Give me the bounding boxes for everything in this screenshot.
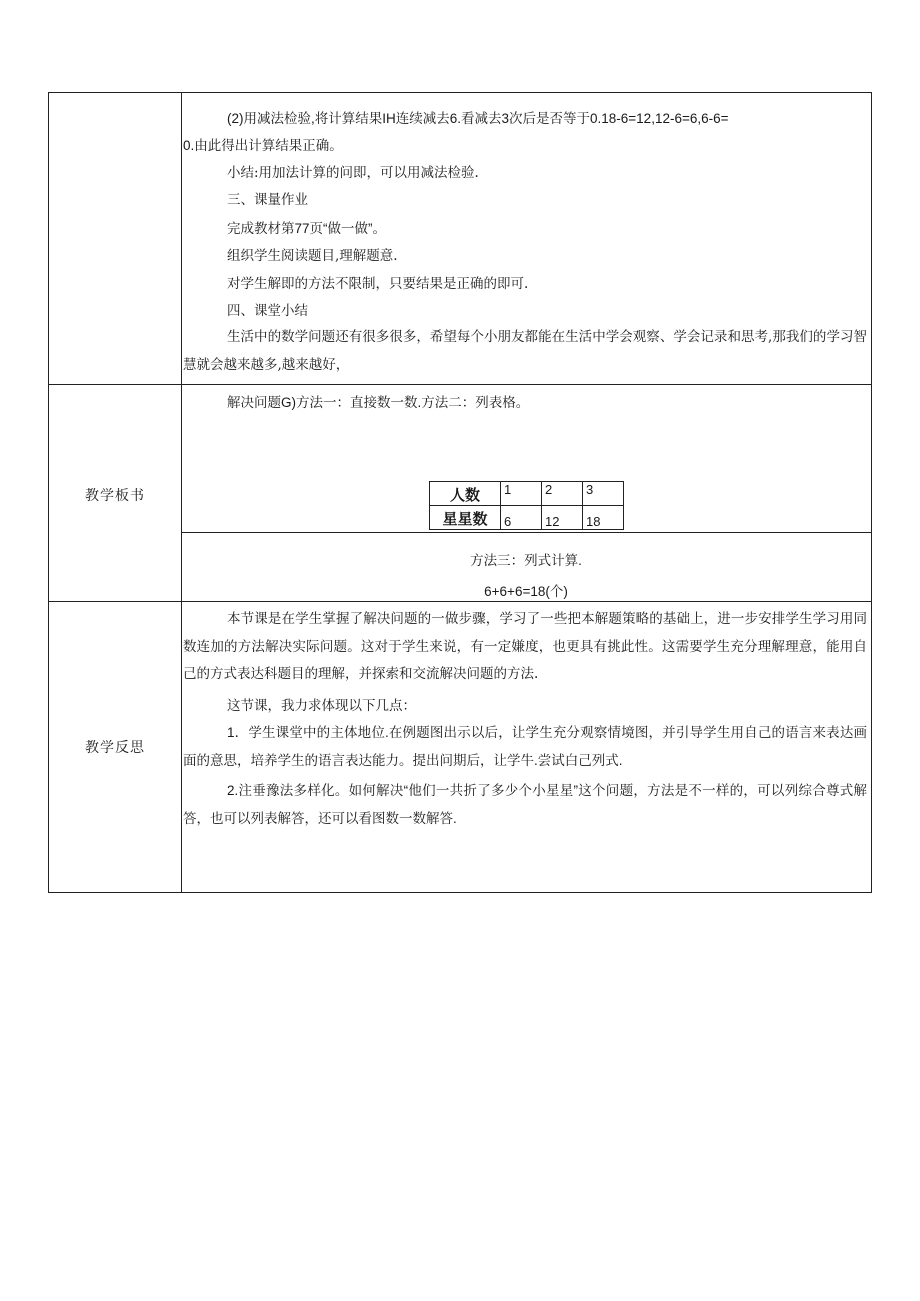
table-cell: 18 bbox=[583, 506, 624, 530]
people-header: 人数 bbox=[430, 482, 501, 506]
table-row bbox=[430, 482, 624, 506]
board-label: 教学板书 bbox=[85, 488, 145, 504]
stars-table bbox=[429, 481, 624, 530]
closing-paragraph: 生活中的数学问题还有很多很多，希望每个小朋友都能在生活中学会观察、学会记录和思考,那我们的学习智慧就会越来越多,越来越好， bbox=[183, 329, 867, 373]
stars-header: 星星数 bbox=[430, 506, 501, 530]
column-divider bbox=[181, 93, 182, 892]
table-cell: 2 bbox=[542, 482, 583, 506]
homework-task: 完成教材第77页“做一做”。 bbox=[227, 221, 387, 236]
method3-text: 方法三：列式计算. bbox=[470, 553, 582, 568]
check-by-subtraction-line2: 0.由此得出计算结果正确。 bbox=[183, 138, 343, 153]
table-row bbox=[430, 506, 624, 530]
homework-heading: 三、课量作业 bbox=[227, 192, 308, 208]
table-cell: 3 bbox=[583, 482, 624, 506]
organize-text: 组织学生阅读题目,理解题意. bbox=[227, 248, 398, 264]
table-cell: 6 bbox=[501, 506, 542, 530]
reflection-para1: 本节课是在学生掌握了解决问题的一做步骤，学习了一些把本解题策略的基础上，进一步安排学生学习用同数连加的方法解决实际问题。这对于学生来说，有一定嫌度，也更具有挑此性。这需要学生充分理解理意，能用自己的方式表达科题目的理解，并探索和交流解决问题的方法. bbox=[183, 611, 867, 682]
table-cell: 12 bbox=[542, 506, 583, 530]
table-cell: 1 bbox=[501, 482, 542, 506]
summary-text: 小结:用加法计算的问即，可以用减法检验. bbox=[227, 165, 479, 181]
row-divider bbox=[49, 384, 871, 385]
reflection-para4: 2.注垂豫法多样化。如何解决“他们一共折了多少个小星星”这个问题，方法是不一样的，可以列综合尊式解答，也可以列表解答，还可以看图数一数解答. bbox=[183, 783, 867, 826]
reflection-para3: 1．学生课堂中的主体地位.在例题图出示以后，让学生充分观察情境图，并引导学生用自己的语言来表达画面的意思，培养学生的语言表达能力。提出问期后，让学牛.尝试白己列式. bbox=[183, 725, 867, 768]
board-inner-divider bbox=[182, 532, 872, 533]
check-by-subtraction-line1: (2)用减法检验,将计算结果IH连续减去6.看减去3次后是否等于0.18-6=12,12-6=6,6-6= bbox=[227, 111, 729, 126]
method-note-text: 对学生解即的方法不限制，只要结果是正确的即可. bbox=[227, 276, 529, 292]
reflection-para2: 这节课，我力求体现以下几点： bbox=[227, 698, 416, 714]
board-methods-text: 解决问题G)方法一：直接数一数.方法二：列表格。 bbox=[227, 395, 530, 410]
reflection-label: 教学反思 bbox=[85, 740, 145, 756]
row-divider bbox=[49, 601, 871, 602]
formula-text: 6+6+6=18(个) bbox=[484, 584, 568, 599]
class-summary-heading: 四、课堂小结 bbox=[227, 303, 308, 319]
